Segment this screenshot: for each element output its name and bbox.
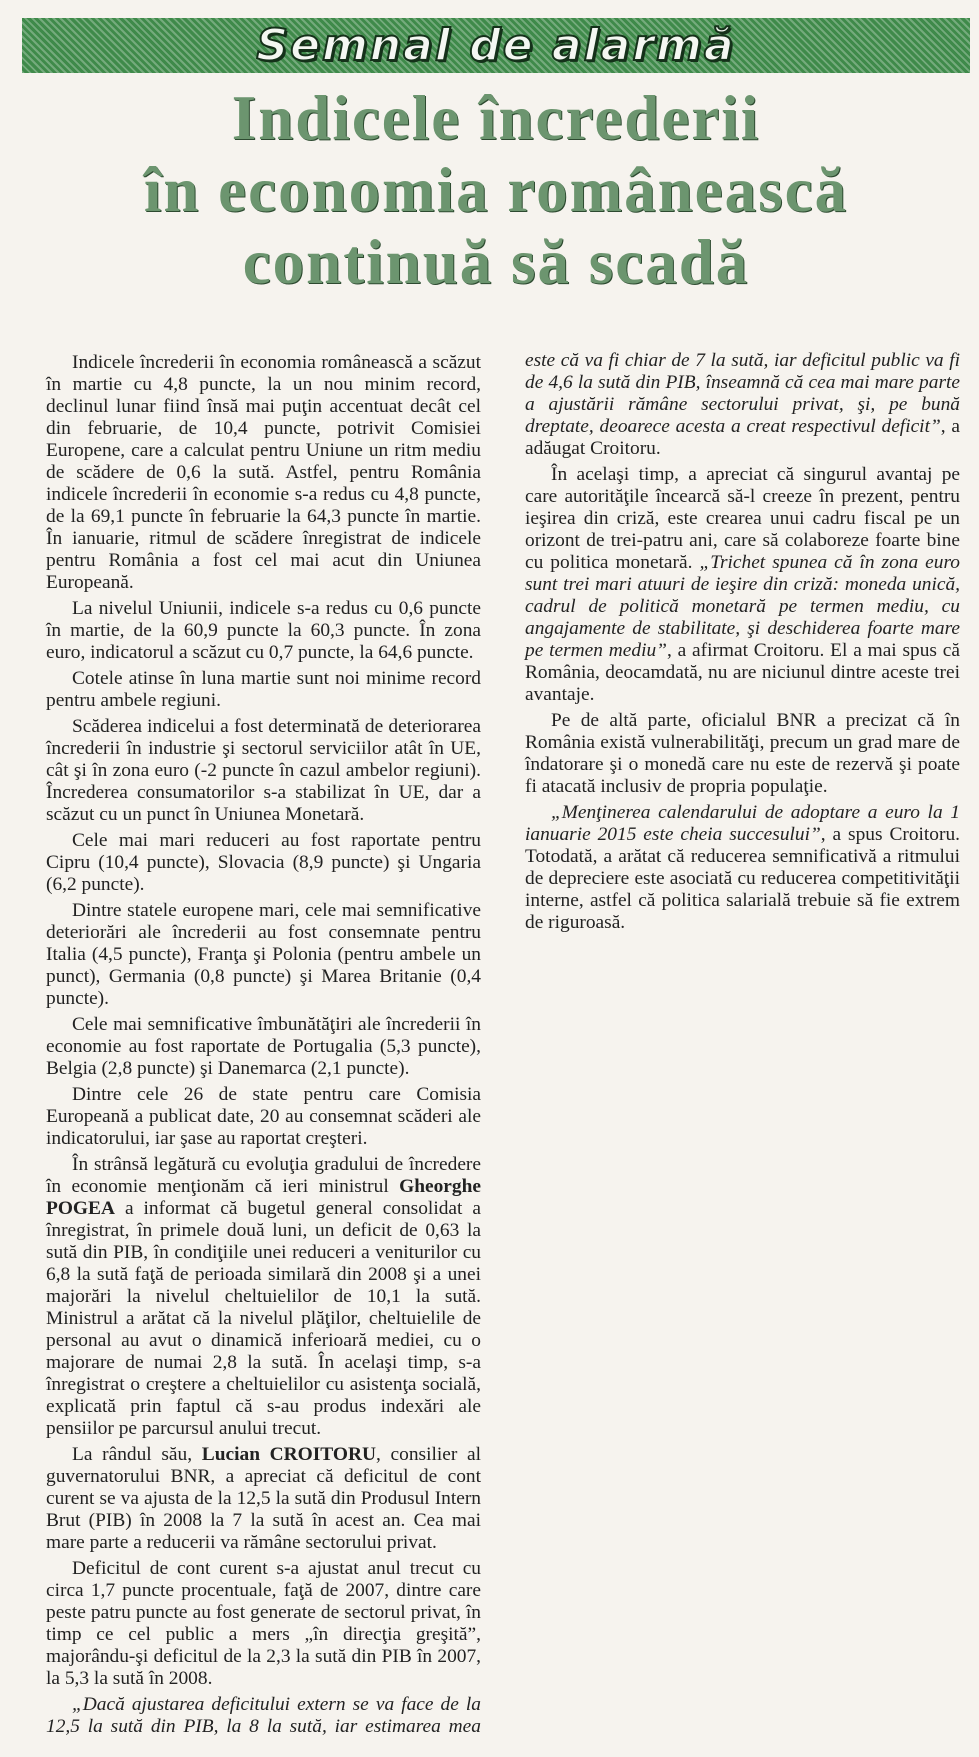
text-run: La rândul său, [72, 1444, 202, 1465]
paragraph: La nivelul Uniunii, indicele s-a redus cu 0,6 puncte în martie, de la 60,9 puncte la 60,3 puncte. În zona euro, indicatorul a scăzut cu 0,7 puncte, la 64,6 puncte. [46, 598, 481, 663]
paragraph: Scăderea indicelui a fost determinată de deteriorarea încrederii în industrie şi sectorul serviciilor atât în UE, cât şi în zona euro (-2 puncte în cazul ambelor regiuni). Încrederea consumatorilor s-a stabilizat în UE, dar a scăzut cu un punct în Uniunea Monetară. [46, 716, 481, 825]
paragraph: Deficitul de cont curent s-a ajustat anul trecut cu circa 1,7 puncte procentuale, faţă de 2007, dintre care peste patru puncte au fost generate de sectorul privat, în timp ce cel public a mers „în direcţia greşită”, majorându-şi deficitul de la 2,3 la sută din PIB în 2007, la 5,3 la sută în 2008. [46, 1558, 481, 1689]
text-run: , consilier al guvernatorului BNR, a apreciat că deficitul de cont curent se va ajusta de la 12,5 la sută din Produsul Intern Brut (PIB) în 2008 la 7 la sută în acest an. Cea mai mare parte a reducerii va rămâne sectorului privat. [46, 1444, 481, 1553]
paragraph: Indicele încrederii în economia românească a scăzut în martie cu 4,8 puncte, la un nou minim record, declinul lunar fiind însă mai puţin accentuat decât cel din februarie, de 10,4 puncte, potrivit Comisiei Europene, care a calculat pentru Uniune un ritm mediu de scădere de 0,6 la sută. Astfel, pentru România indicele încrederii în economie s-a redus cu 4,8 puncte, de la 69,1 puncte în februarie la 64,3 puncte în martie. În ianuarie, ritmul de scădere înregistrat de indicele pentru România a fost cel mai acut din Uniunea Europeană. [46, 352, 481, 593]
paragraph [525, 464, 960, 706]
paragraph [46, 1154, 481, 1440]
text-run: , a afirmat Croitoru. El a mai spus că România, deocamdată, nu are niciunul dintre aceste trei avantaje. [525, 640, 960, 705]
paragraph [46, 1444, 481, 1554]
headline-line-2: în economia românească [143, 155, 849, 225]
headline-line-3: continuă să scadă [242, 227, 750, 297]
paragraph [525, 802, 960, 934]
text-run: În strânsă legătură cu evoluţia gradului de încredere în economie menţionăm că ieri ministrul [46, 1154, 481, 1197]
text-run: a informat că bugetul general consolidat a înregistrat, în primele două luni, un deficit de 0,63 la sută din PIB, în condiţiile unei reduceri a veniturilor cu 6,8 la sută faţă de perioada similară din 2008 şi a unei majorări la nivelul cheltuielilor de 10,1 la sută. Ministrul a arătat că la nivelul plăţilor, cheltuielile de personal au avut o dinamică inferioară mediei, cu o majorare de numai 2,8 la sută. În acelaşi timp, s-a înregistrat o creştere a cheltuielilor cu asistenţa socială, explicată prin faptul că s-au produs indexări ale pensiilor pe parcursul anului trecut. [46, 1198, 481, 1439]
paragraph: Dintre cele 26 de state pentru care Comisia Europeană a publicat date, 20 au consemnat scăderi ale indicatorului, iar şase au raportat creşteri. [46, 1084, 481, 1149]
quote: „Menţinerea calendarului de adoptare a euro la 1 ianuarie 2015 este cheia succesului” [525, 802, 960, 845]
paragraph: Cele mai mari reduceri au fost raportate pentru Cipru (10,4 puncte), Slovacia (8,9 puncte) şi Ungaria (6,2 puncte). [46, 830, 481, 895]
person-name: Gheorghe POGEA [46, 1176, 481, 1219]
paragraph: Cotele atinse în luna martie sunt noi minime record pentru ambele regiuni. [46, 668, 481, 711]
article-body [46, 350, 960, 1740]
headline-line-1: Indicele încrederii [231, 83, 761, 153]
paragraph: Dintre statele europene mari, cele mai semnificative deteriorări ale încrederii au fost consemnate pentru Italia (4,5 puncte), Franţa şi Polonia (pentru ambele un punct), Germania (0,8 puncte) şi Marea Britanie (0,4 puncte). [46, 900, 481, 1009]
paragraph: Pe de altă parte, oficialul BNR a precizat că în România există vulnerabilităţi, precum un grad mare de îndatorare şi o monedă care nu este de rezervă şi poate fi atacată inclusiv de propria populaţie. [525, 710, 960, 797]
paragraph: Cele mai semnificative îmbunătăţiri ale încrederii în economie au fost raportate de Portugalia (5,3 puncte), Belgia (2,8 puncte) şi Danemarca (2,1 puncte). [46, 1014, 481, 1079]
text-run: În acelaşi timp, a apreciat că singurul avantaj pe care autorităţile încearcă să-l creeze în prezent, pentru ieşirea din criză, este crearea unui cadru fiscal pe un orizont de trei-patru ani, care să colaboreze foarte bine cu politica monetară. [525, 464, 960, 573]
quote: „Dacă ajustarea deficitului extern se va face de la 12,5 la sută din PIB, la 8 la sută, iar estimarea mea este că va fi chiar de 7 la sută, iar deficitul public va fi de 4,6 la sută din PIB, înseamnă că cea mai mare parte a ajustării rămâne sectorului privat, şi, pe bună dreptate, deoarece acesta a creat respectivul deficit” [46, 350, 960, 1737]
section-title: Semnal de alarmă [256, 19, 736, 71]
person-name: Lucian CROITORU [201, 1444, 376, 1465]
section-banner [22, 18, 970, 73]
text-run: , a spus Croitoru. Totodată, a arătat că reducerea semnificativă a ritmului de depreciere este asociată cu reducerea competitivităţii interne, astfel că politica salarială trebuie să fie extrem de riguroasă. [525, 824, 960, 933]
text-run: , a adăugat Croitoru. [525, 416, 960, 459]
headline [22, 82, 970, 298]
quote: „Trichet spunea că în zona euro sunt trei mari atuuri de ieşire din criză: moneda unică, cadrul de politică monetară pe termen mediu, cu angajamente de stabilitate, şi deschiderea foarte mare pe termen mediu” [525, 552, 960, 661]
